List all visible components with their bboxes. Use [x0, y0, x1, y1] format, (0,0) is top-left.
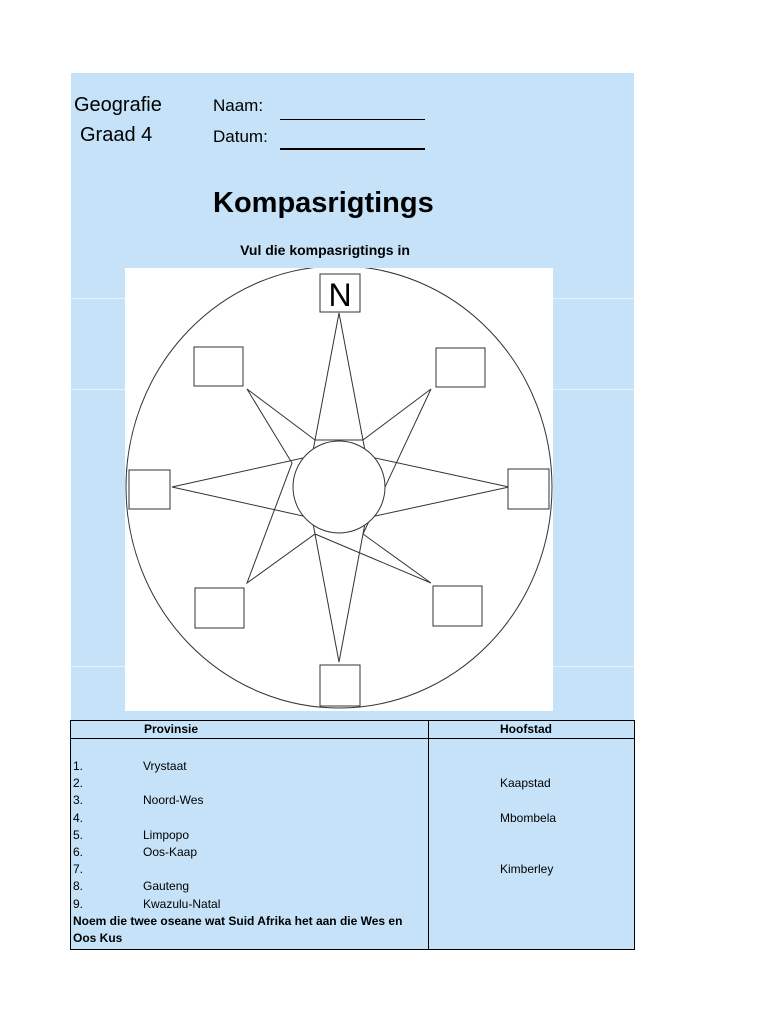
capital-name: Kimberley	[500, 862, 554, 877]
province-name: Oos-Kaap	[143, 844, 198, 859]
oceans-question: Noem die twee oseane wat Suid Afrika het aan die Wes en Oos Kus	[73, 913, 403, 946]
northeast-answer-box	[436, 348, 485, 387]
table-row: 4.	[73, 810, 84, 825]
date-blank-line[interactable]	[280, 148, 425, 150]
table-row: 5. Limpopo	[71, 827, 428, 844]
province-name: Limpopo	[143, 827, 190, 842]
table-row: 8. Gauteng	[71, 878, 428, 895]
table-row	[429, 896, 634, 913]
table-row	[429, 844, 634, 861]
table-row	[429, 775, 634, 792]
instruction-text: Vul die kompasrigtings in	[240, 242, 410, 258]
province-name: Kwazulu-Natal	[143, 896, 221, 911]
east-answer-box	[508, 469, 549, 509]
table-row: 9. Kwazulu-Natal	[71, 896, 428, 913]
subject-label: Geografie	[74, 94, 162, 116]
name-label: Naam:	[213, 96, 264, 115]
north-label: N	[328, 277, 352, 313]
table-row: 6. Oos-Kaap	[71, 844, 428, 861]
province-column	[71, 739, 429, 950]
south-answer-box	[320, 665, 360, 706]
southeast-answer-box	[433, 586, 482, 626]
column-header-capital: Hoofstad	[429, 721, 635, 739]
province-name: Vrystaat	[143, 759, 187, 773]
name-blank-line[interactable]	[280, 119, 425, 120]
table-row: 2.	[73, 776, 84, 791]
compass-diagram	[125, 268, 553, 711]
table-row	[429, 758, 634, 775]
date-label: Datum:	[213, 127, 268, 146]
table-row: 3. Noord-Wes	[71, 792, 428, 809]
table-row	[429, 810, 634, 827]
capital-name: Mbombela	[500, 810, 557, 825]
table-row: 7.	[73, 862, 84, 877]
capital-column	[429, 739, 635, 950]
northwest-answer-box	[194, 347, 243, 386]
table-row: 1. Vrystaat	[71, 758, 428, 775]
province-name: Gauteng	[143, 879, 190, 894]
province-name: Noord-Wes	[143, 793, 204, 808]
southwest-answer-box	[195, 588, 244, 628]
table-row	[429, 878, 634, 895]
column-header-province: Provinsie	[71, 721, 429, 739]
table-row	[429, 827, 634, 844]
page-title: Kompasrigtings	[213, 187, 434, 219]
grade-label: Graad 4	[80, 124, 153, 146]
table-row	[429, 861, 634, 878]
compass-center-circle	[293, 441, 385, 533]
west-answer-box	[129, 470, 170, 509]
table-row	[429, 792, 634, 809]
capital-name: Kaapstad	[500, 776, 551, 791]
province-table	[70, 720, 635, 950]
